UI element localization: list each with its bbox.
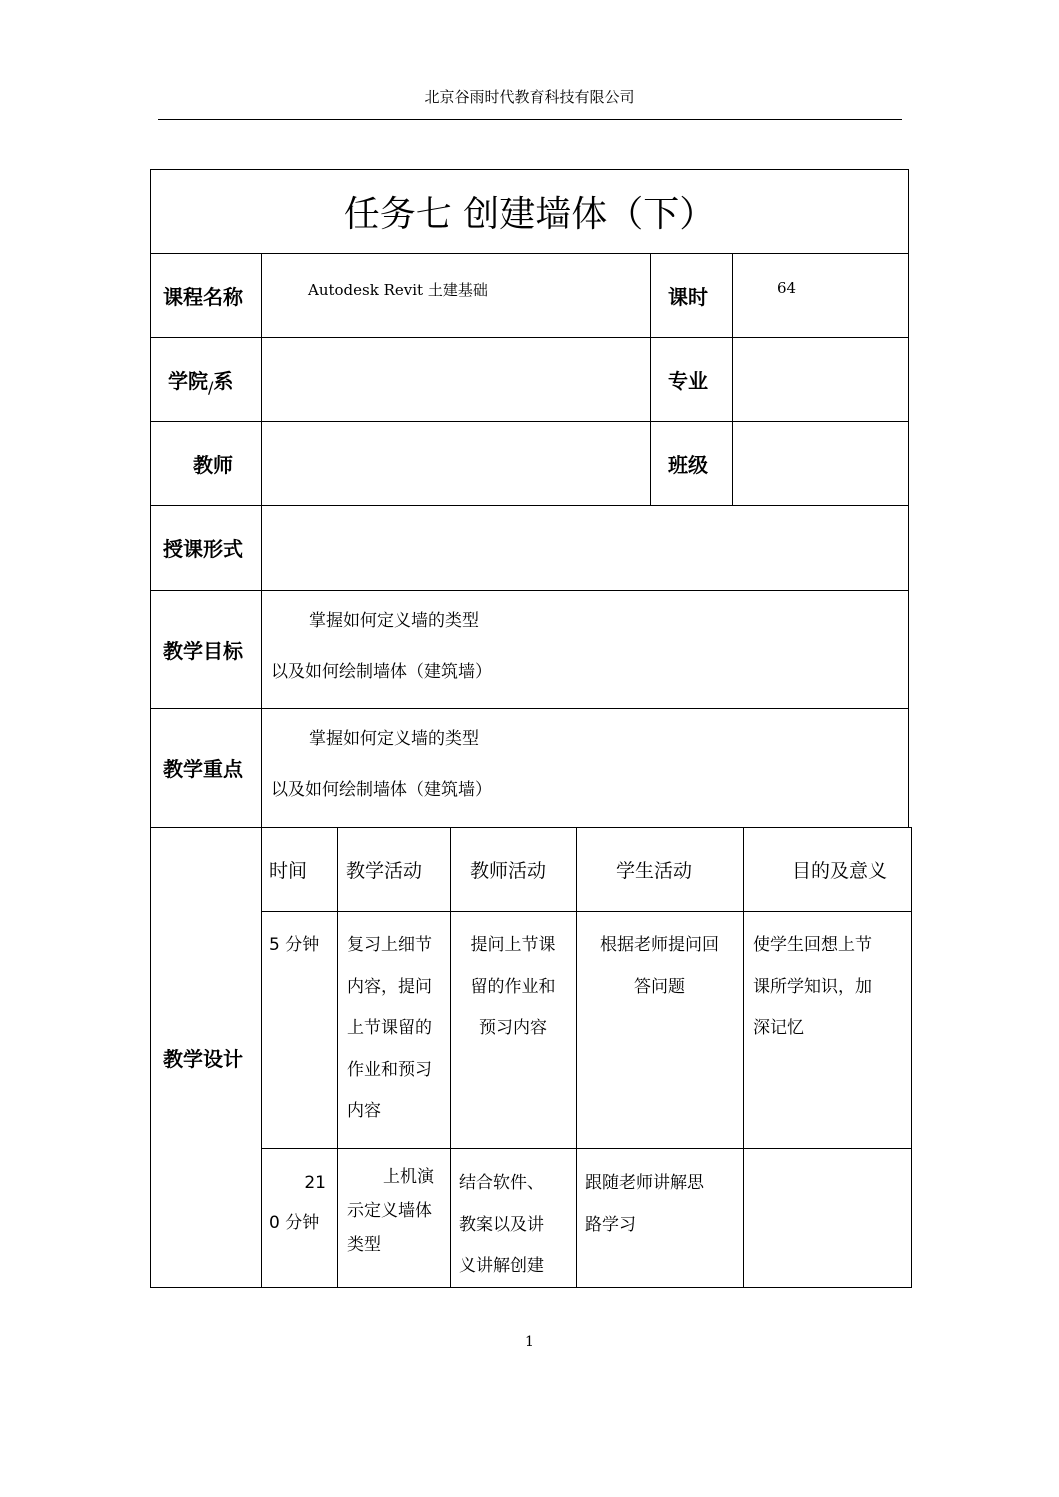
- focus-line-1: 掌握如何定义墙的类型: [309, 729, 479, 749]
- row2-teacher: 结合软件、 教案以及讲 义讲解创建: [450, 1148, 577, 1288]
- major-label: 专业: [650, 337, 733, 422]
- major-value[interactable]: [732, 337, 909, 422]
- col-header-student: 学生活动: [576, 827, 744, 912]
- row1-teacher: 提问上节课 留的作业和 预习内容: [450, 911, 577, 1149]
- row2-purpose[interactable]: [743, 1148, 912, 1288]
- teacher-value[interactable]: [261, 421, 651, 506]
- college-label: 学院 / 系: [150, 337, 262, 422]
- goal-line-2: 以及如何绘制墙体（建筑墙）: [271, 662, 492, 682]
- hours-label: 课时: [650, 253, 733, 338]
- col-header-activity: 教学活动: [337, 827, 451, 912]
- goal-value: [261, 590, 909, 709]
- row2-time: 21 0 分钟: [261, 1148, 338, 1288]
- focus-line-2: 以及如何绘制墙体（建筑墙）: [271, 780, 492, 800]
- col-header-teacher: 教师活动: [450, 827, 577, 912]
- form-label: 授课形式: [150, 505, 262, 591]
- page-header: 北京谷雨时代教育科技有限公司: [424, 88, 635, 106]
- row1-purpose: 使学生回想上节 课所学知识，加 深记忆: [743, 911, 912, 1149]
- college-value[interactable]: [261, 337, 651, 422]
- class-label: 班级: [650, 421, 733, 506]
- row1-time: 5 分钟: [261, 911, 338, 1149]
- class-value[interactable]: [732, 421, 909, 506]
- goal-line-1: 掌握如何定义墙的类型: [309, 611, 479, 631]
- row1-activity: 复习上细节 内容，提问 上节课留的 作业和预习 内容: [337, 911, 451, 1149]
- col-header-time: 时间: [261, 827, 338, 912]
- row2-activity: 上机演 示定义墙体 类型: [337, 1148, 451, 1288]
- col-header-purpose: 目的及意义: [743, 827, 912, 912]
- page-number: 1: [525, 1334, 534, 1350]
- goal-label: 教学目标: [150, 590, 262, 709]
- row1-student: 根据老师提问回 答问题: [576, 911, 744, 1149]
- header-rule: [158, 119, 902, 120]
- teacher-label: 教师: [150, 421, 262, 506]
- title-text: 任务七 创建墙体（下）: [343, 194, 716, 235]
- design-label: 教学设计: [150, 827, 262, 1288]
- focus-label: 教学重点: [150, 708, 262, 828]
- row2-student: 跟随老师讲解思 路学习: [576, 1148, 744, 1288]
- document-title: [150, 169, 909, 254]
- focus-value: [261, 708, 909, 828]
- course-value: Autodesk Revit 土建基础: [261, 253, 651, 338]
- form-value[interactable]: [261, 505, 909, 591]
- hours-value: 64: [732, 253, 909, 338]
- course-label: 课程名称: [150, 253, 262, 338]
